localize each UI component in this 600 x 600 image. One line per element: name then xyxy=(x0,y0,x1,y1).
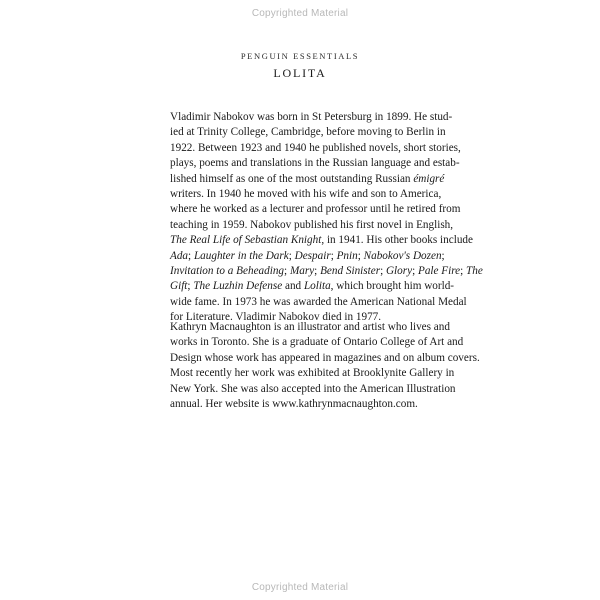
book-title: LOLITA xyxy=(273,66,327,80)
illustrator-bio-line: Most recently her work was exhibited at Brooklynite Gallery in xyxy=(170,367,455,380)
author-bio-line: wide fame. In 1973 he was awarded the American National Medal xyxy=(170,295,467,308)
author-bio-line: writers. In 1940 he moved with his wife and son to America, xyxy=(170,188,442,201)
author-bio-line: plays, poems and translations in the Russian language and estab- xyxy=(170,157,460,170)
author-bio-line: 1922. Between 1923 and 1940 he published novels, short stories, xyxy=(170,141,461,154)
author-bio-line: Ada; Laughter in the Dark; Despair; Pnin; Nabokov's Dozen; xyxy=(170,249,445,262)
author-bio-line: The Real Life of Sebastian Knight, in 1941. His other books include xyxy=(170,234,473,247)
author-bio-line: Invitation to a Beheading; Mary; Bend Sinister; Glory; Pale Fire; The xyxy=(170,265,483,278)
author-bio-line: for Literature. Vladimir Nabokov died in 1977. xyxy=(170,311,382,324)
illustrator-bio-line: New York. She was also accepted into the American Illustration xyxy=(170,382,456,395)
illustrator-bio-line: Kathryn Macnaughton is an illustrator and artist who lives and xyxy=(170,321,450,333)
illustrator-bio-line: Design whose work has appeared in magazines and on album covers. xyxy=(170,351,480,364)
illustrator-bio-line: works in Toronto. She is a graduate of Ontario College of Art and xyxy=(170,336,464,349)
illustrator-biography xyxy=(170,320,480,412)
copyright-watermark-top: Copyrighted Material xyxy=(251,8,349,19)
author-bio-line: ied at Trinity College, Cambridge, before moving to Berlin in xyxy=(170,126,446,139)
author-biography xyxy=(170,110,483,326)
author-bio-line: Gift; The Luzhin Defense and Lolita, which brought him world- xyxy=(170,280,455,293)
copyright-watermark-bottom: Copyrighted Material xyxy=(251,582,349,593)
author-bio-line: teaching in 1959. Nabokov published his first novel in English, xyxy=(170,218,454,231)
author-bio-line: where he worked as a lecturer and professor until he retired from xyxy=(170,203,461,216)
illustrator-bio-line: annual. Her website is www.kathrynmacnaughton.com. xyxy=(170,398,418,411)
author-bio-line: lished himself as one of the most outstanding Russian émigré xyxy=(170,172,445,185)
author-bio-line: Vladimir Nabokov was born in St Petersburg in 1899. He stud- xyxy=(170,111,453,123)
series-name: PENGUIN ESSENTIALS xyxy=(240,51,360,61)
